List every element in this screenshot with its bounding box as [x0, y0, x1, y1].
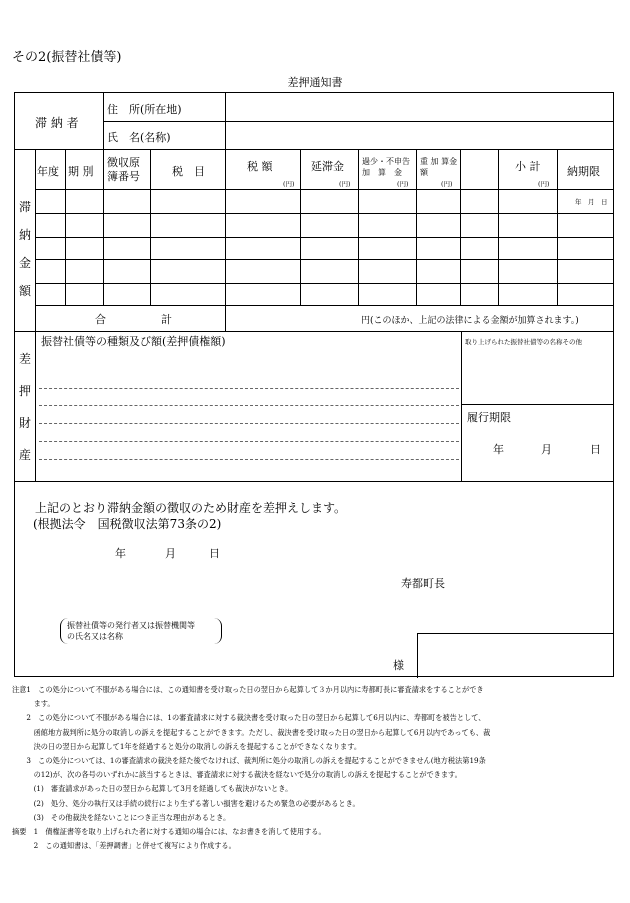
unit-yen: (円): [397, 180, 409, 188]
address-label: 住 所(所在地): [107, 103, 182, 116]
deadline-label: 履行期限: [467, 411, 511, 424]
note-line: (1) 審査請求があった日の翌日から起算して3月を経過しても裁決がないとき。: [12, 784, 293, 794]
rule: [35, 237, 613, 238]
total-label: 合 計: [95, 313, 172, 326]
total-note: 円(このほか、上記の法律による金額が加算されます。): [361, 316, 579, 326]
rule: [498, 149, 499, 305]
note-line: の12)が、次の各号のいずれかに該当するときは、審査請求に対する裁決を経ないで処分の取消しの訴えを提起することができます。: [12, 770, 462, 780]
rule: [35, 283, 613, 284]
document-title: 差押通知書: [287, 76, 343, 89]
recipient-label-line2: の氏名又は名称: [67, 632, 123, 641]
rule: [103, 121, 613, 122]
name-label: 氏 名(名称): [107, 131, 171, 144]
notes-block: [12, 683, 618, 853]
note-line: (3) その他裁決を経ないことにつき正当な理由があるとき。: [12, 812, 231, 822]
rule: [15, 331, 613, 332]
col-subtotal: 小 計: [515, 160, 541, 173]
col-late-fee: 延滞金: [311, 160, 344, 173]
note-line: 2 この処分について不服がある場合には、1の審査請求に対する裁決書を受け取った日の翌日から起算して6月以内に、寿都町を被告として、: [12, 713, 486, 723]
rule: [225, 149, 226, 331]
form-variant-heading: その2(振替社債等): [12, 50, 122, 65]
legal-basis: (根拠法令 国税徴収法第73条の2): [33, 517, 222, 531]
note-line: (2) 処分、処分の執行又は手続の続行により生ずる著しい損害を避けるため緊急の必要があるとき。: [12, 798, 360, 808]
rule: [103, 149, 104, 305]
bond-kind-label: 振替社債等の種類及び額(差押債権額): [41, 335, 226, 348]
col-year: 年度: [37, 165, 59, 178]
rule: [300, 149, 301, 305]
statement-text: 上記のとおり滞納金額の徴収のため財産を差押えします。: [35, 501, 347, 515]
rule: [35, 305, 613, 306]
rule: [15, 149, 613, 150]
rule: [35, 149, 36, 481]
arrears-section-label: 滞 納 金 額: [18, 200, 31, 298]
dotted-rule: [39, 423, 459, 424]
rule: [416, 149, 417, 305]
issue-day: 日: [209, 547, 220, 560]
rule: [15, 481, 613, 482]
rule: [557, 149, 558, 305]
note-line: 決の日の翌日から起算して1年を経過すると処分の取消しの訴えを提起することができなくなります。: [12, 741, 362, 751]
col-ref-no: 徴収原簿番号: [107, 156, 140, 183]
rule: [460, 149, 461, 305]
rule: [35, 189, 613, 190]
rule: [461, 404, 613, 405]
rule: [417, 633, 613, 634]
issue-month: 月: [165, 547, 176, 560]
rule: [417, 633, 418, 678]
unit-yen: (円): [538, 180, 550, 188]
note-line: 注意1 この処分について不服がある場合には、この通知書を受け取った日の翌日から起算して３か月以内に寿都町長に審査請求をすることができ: [12, 685, 484, 694]
dotted-rule: [39, 388, 459, 389]
rule: [35, 259, 613, 260]
rule: [65, 149, 66, 305]
col-period: 期 別: [68, 165, 94, 178]
taxpayer-label: 滞 納 者: [35, 116, 79, 130]
recipient-label-line1: 振替社債等の発行者又は振替機関等: [67, 621, 195, 630]
note-line: 摘要 1 債権証書等を取り上げられた者に対する通知の場合には、なお書きを消して使用する。: [12, 827, 326, 837]
rule: [225, 93, 226, 149]
note-line: ます。: [12, 699, 55, 709]
rule: [35, 213, 613, 214]
seizure-section-label: 差 押 財 産: [18, 352, 31, 462]
deadline-day: 日: [590, 443, 601, 456]
col-underreport: 過少・不申告加 算 金: [362, 157, 410, 177]
dotted-rule: [39, 441, 459, 442]
rule: [150, 149, 151, 305]
col-tax-item: 税 目: [172, 165, 205, 178]
unit-yen: (円): [441, 180, 453, 188]
note-line: 3 この処分については、1の審査請求の裁決を経た後でなければ、裁判所に処分の取消しの訴えを提起することができません(地方税法第19条: [12, 756, 486, 766]
honorific-sama: 様: [393, 659, 404, 672]
rule: [358, 149, 359, 305]
dotted-rule: [39, 405, 459, 406]
bond-issuer-label: 取り上げられた振替社債等の名称その他: [465, 338, 582, 346]
deadline-month: 月: [541, 443, 552, 456]
rule: [103, 93, 104, 149]
unit-yen: (円): [283, 180, 295, 188]
notice-form-frame: [14, 92, 614, 677]
deadline-year: 年: [493, 443, 504, 456]
col-heavy-penalty: 重 加 算金 額: [420, 157, 466, 177]
col-due-date: 納期限: [567, 165, 600, 178]
unit-yen: (円): [339, 180, 351, 188]
issuing-authority: 寿都町長: [401, 577, 445, 590]
rule: [461, 331, 462, 481]
issue-year: 年: [115, 547, 126, 560]
dotted-rule: [39, 459, 459, 460]
note-line: 函館地方裁判所に処分の取消しの訴えを提起することができます。ただし、裁決書を受け取った日の翌日から起算して6月以内であっても、裁: [12, 727, 491, 737]
due-date-placeholder: 年 月 日: [575, 198, 608, 206]
col-tax-amount: 税 額: [247, 160, 273, 173]
note-line: 2 この通知書は、「差押調書」と併せて複写により作成する。: [12, 841, 236, 851]
